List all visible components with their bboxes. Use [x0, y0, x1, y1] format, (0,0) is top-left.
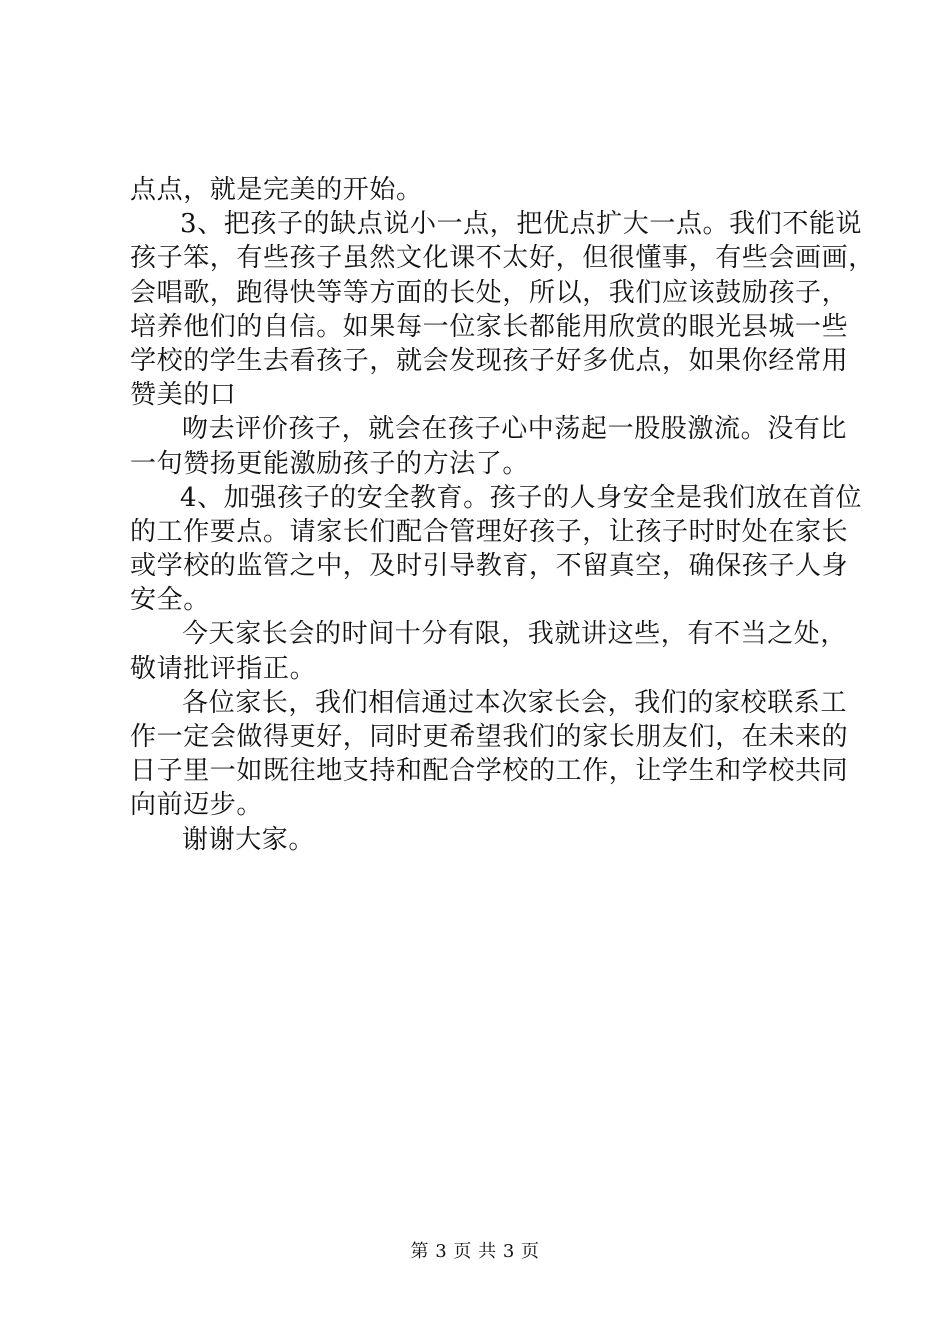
- page-number-label: 第 3 页 共 3 页: [410, 1241, 540, 1262]
- text-line: 向前迈步。: [130, 790, 264, 821]
- text-line: 培养他们的自信。如果每一位家长都能用欣赏的眼光县城一些: [130, 311, 849, 342]
- text-line: 一句赞扬更能激励孩子的方法了。: [130, 448, 530, 479]
- document-body: [130, 173, 875, 857]
- page-footer: [0, 1240, 950, 1264]
- text-line: 谢谢大家。: [182, 824, 316, 855]
- text-line: 4、加强孩子的安全教育。孩子的人身安全是我们放在首位: [180, 482, 863, 513]
- text-line: 今天家长会的时间十分有限，我就讲这些，有不当之处，: [182, 619, 848, 650]
- text-line: 会唱歌，跑得快等等方面的长处，所以，我们应该鼓励孩子，: [130, 277, 849, 308]
- text-line: 日子里一如既往地支持和配合学校的工作，让学生和学校共同: [130, 756, 849, 787]
- text-line: 吻去评价孩子，就会在孩子心中荡起一股股激流。没有比: [182, 414, 848, 445]
- text-line: 敬请批评指正。: [130, 653, 317, 684]
- text-line: 学校的学生去看孩子，就会发现孩子好多优点，如果你经常用: [130, 345, 849, 376]
- text-line: 作一定会做得更好，同时更希望我们的家长朋友们，在未来的: [130, 722, 849, 752]
- text-line: 各位家长，我们相信通过本次家长会，我们的家校联系工: [182, 687, 848, 718]
- text-line: 安全。: [130, 585, 210, 616]
- text-line: 3、把孩子的缺点说小一点，把优点扩大一点。我们不能说: [180, 209, 863, 240]
- text-line: 赞美的口: [130, 380, 237, 411]
- text-line: 点点，就是完美的开始。: [130, 175, 423, 205]
- text-line: 的工作要点。请家长们配合管理好孩子，让孩子时时处在家长: [130, 516, 849, 547]
- text-line: 孩子笨，有些孩子虽然文化课不太好，但很懂事，有些会画画，: [130, 243, 875, 274]
- text-line: 或学校的监管之中，及时引导教育，不留真空，确保孩子人身: [130, 551, 849, 582]
